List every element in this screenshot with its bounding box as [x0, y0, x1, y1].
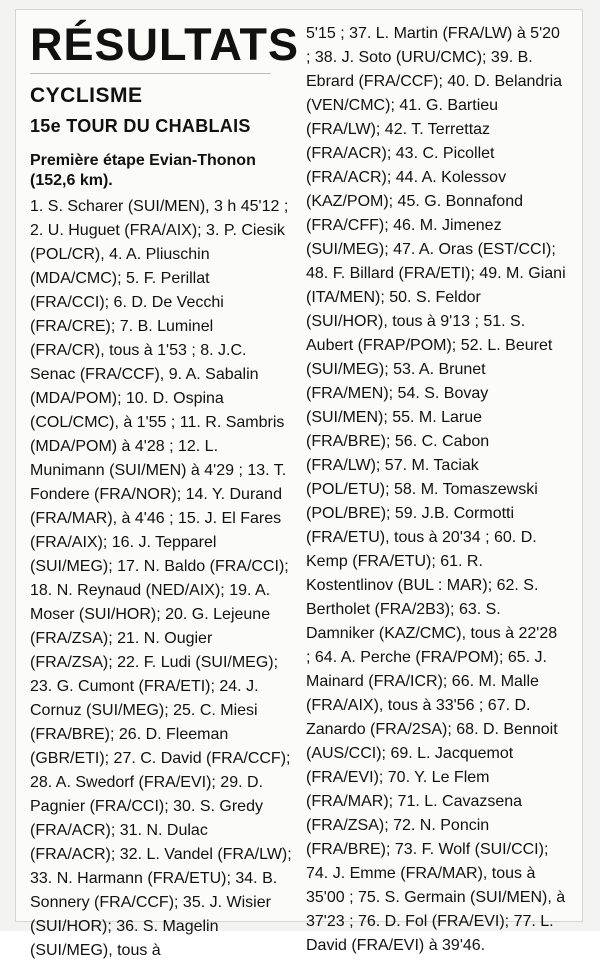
page-title: RÉSULTATS	[30, 19, 299, 70]
left-column	[30, 19, 299, 959]
title-rule	[30, 73, 271, 74]
results-right-column-text: 5'15 ; 37. L. Martin (FRA/LW) à 5'20 ; 38. J. Soto (URU/CMC); 39. B. Ebrard (FRA/CCF); 40. D. Belandria (VEN/CMC); 41. G. Bartieu (FRA/LW); 42. T. Terrettaz (FRA/ACR); 43. C. Picollet (FRA/ACR); 44. A. Kolessov (KAZ/POM); 45. G. Bonnafond (FRA/CFF); 46. M. Jimenez (SUI/MEG); 47. A. Oras (EST/CCI); 48. F. Billard (FRA/ETI); 49. M. Giani (ITA/MEN); 50. S. Feldor (SUI/HOR), tous à 9'13 ; 51. S. Aubert (FRAP/POM); 52. L. Beuret (SUI/MEG); 53. A. Brunet (FRA/MEN); 54. S. Bovay (SUI/MEN); 55. M. Larue (FRA/BRE); 56. C. Cabon (FRA/LW); 57. M. Taciak (POL/ETU); 58. M. Tomaszewski (POL/BRE); 59. J.B. Cormotti (FRA/ETU), tous à 20'34 ; 60. D. Kemp (FRA/ETU); 61. R. Kostentlinov (BUL : MAR); 62. S. Bertholet (FRA/2B3); 63. S. Damniker (KAZ/CMC), tous à 22'28 ; 64. A. Perche (FRA/POM); 65. J. Mainard (FRA/ICR); 66. M. Malle (FRA/AIX), tous à 33'56 ; 67. D. Zanardo (FRA/2SA); 68. D. Bennoit (AUS/CCI); 69. L. Jacquemot (FRA/EVI); 70. Y. Le Flem (FRA/MAR); 71. L. Cavazsena (FRA/ZSA); 72. N. Poncin (FRA/BRE); 73. F. Wolf (SUI/CCI); 74. J. Emme (FRA/MAR), tous à 35'00 ; 75. S. Germain (SUI/MEN), à 37'23 ; 76. D. Fol (FRA/EVI); 77. L. David (FRA/EVI) à 39'46.	[306, 25, 571, 954]
right-column	[306, 22, 571, 954]
event-heading: 15e TOUR DU CHABLAIS	[30, 116, 251, 136]
results-left-column-text: 1. S. Scharer (SUI/MEN), 3 h 45'12 ; 2. U. Huguet (FRA/AIX); 3. P. Ciesik (POL/CR), 4. A. Pliuschin (MDA/CMC); 5. F. Perillat (FRA/CCI); 6. D. De Vecchi (FRA/CRE); 7. B. Luminel (FRA/CR), tous à 1'53 ; 8. J.C. Senac (FRA/CCF), 9. A. Sabalin (MDA/POM); 10. D. Ospina (COL/CMC), à 1'55 ; 11. R. Sambris (MDA/POM) à 4'28 ; 12. L. Munimann (SUI/MEN) à 4'29 ; 13. T. Fondere (FRA/NOR); 14. Y. Durand (FRA/MAR), à 4'46 ; 15. J. El Fares (FRA/AIX); 16. J. Tepparel (SUI/MEG); 17. N. Baldo (FRA/CCI); 18. N. Reynaud (NED/AIX); 19. A. Moser (SUI/HOR); 20. G. Lejeune (FRA/ZSA); 21. N. Ougier (FRA/ZSA); 22. F. Ludi (SUI/MEG); 23. G. Cumont (FRA/ETI); 24. J. Cornuz (SUI/MEG); 25. C. Miesi (FRA/BRE); 26. D. Fleeman (GBR/ETI); 27. C. David (FRA/CCF); 28. A. Swedorf (FRA/EVI); 29. D. Pagnier (FRA/CCI); 30. S. Gredy (FRA/ACR); 31. N. Dulac (FRA/ACR); 32. L. Vandel (FRA/LW); 33. N. Harmann (FRA/ETU); 34. B. Sonnery (FRA/CCF); 35. J. Wisier (SUI/HOR); 36. S. Magelin (SUI/MEG), tous à	[30, 198, 297, 959]
stage-heading: Première étape Evian-Thonon (152,6 km).	[30, 152, 256, 189]
results-clipping	[16, 10, 582, 959]
sport-heading: CYCLISME	[30, 84, 143, 107]
